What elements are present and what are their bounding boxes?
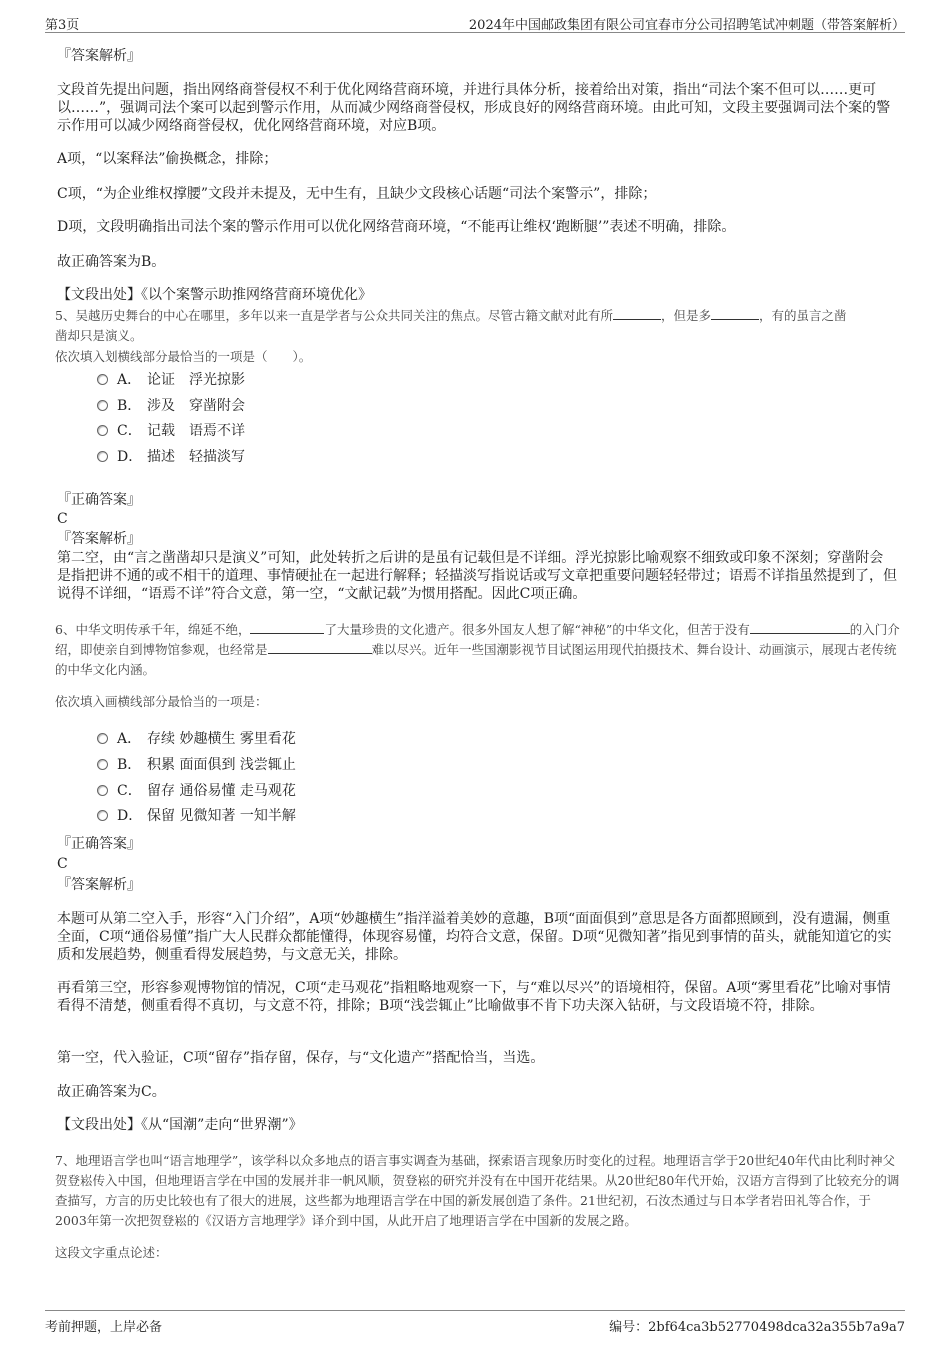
q6-source: 【文段出处】《从“国潮”走向“世界潮”》 bbox=[57, 1117, 303, 1133]
q4-conclusion: 故正确答案为B。 bbox=[57, 254, 166, 270]
q6-analysis-heading: 『答案解析』 bbox=[57, 877, 141, 893]
radio-icon[interactable] bbox=[97, 810, 108, 821]
page-number: 第3页 bbox=[45, 18, 80, 33]
q6-stem: 6、中华文明传承千年，绵延不绝， 了大量珍贵的文化遗产。很多外国友人想了解“神秘”的中华文化，但苦于没有 的入门介绍，即使亲自到博物馆参观，也经常是 难以尽兴。近年一些国潮影视节目试图运用现代拍摄技术、舞台设计、动画演示，展现古老传统的中华文化内涵。 bbox=[55, 622, 900, 677]
q5-option-a[interactable]: A． 论证 浮光掠影 bbox=[97, 370, 245, 390]
q6-conclusion: 故正确答案为C。 bbox=[57, 1084, 166, 1100]
q4-option-d-analysis: D项，文段明确指出司法个案的警示作用可以优化网络营商环境，“不能再让维权‘跑断腿’”表述不明确，排除。 bbox=[57, 219, 736, 235]
q6-analysis-para1: 本题可从第二空入手，形容“入门介绍”，A项“妙趣横生”指洋溢着美妙的意趣，B项“面面俱到”意思是各方面都照顾到，没有遗漏，侧重全面，C项“通俗易懂”指广大人民群众都能懂得，体现容易懂，均符合文意，保留。D项“见微知著”指见到事情的苗头，就能知道它的实质和发展趋势，侧重看得发展趋势，与文意无关，排除。 bbox=[57, 911, 892, 963]
document-title: 2024年中国邮政集团有限公司宜春市分公司招聘笔试冲刺题（带答案解析） bbox=[468, 18, 905, 33]
radio-icon[interactable] bbox=[97, 400, 108, 411]
footer-slogan: 考前押题，上岸必备 bbox=[45, 1320, 163, 1335]
q6-answer-heading: 『正确答案』 bbox=[57, 836, 141, 852]
q6-option-a[interactable]: A． 存续 妙趣横生 雾里看花 bbox=[97, 729, 296, 749]
blank-line bbox=[750, 621, 850, 634]
q4-analysis-para: 文段首先提出问题，指出网络商誉侵权不利于优化网络营商环境，并进行具体分析，接着给出对策，指出“司法个案不但可以……更可以……”，强调司法个案可以起到警示作用，从而减少网络商誉侵权，形成良好的网络营商环境。由此可知，文段主要强调司法个案的警示作用可以减少网络商誉侵权，优化网络营商环境，对应B项。 bbox=[57, 82, 891, 134]
radio-icon[interactable] bbox=[97, 759, 108, 770]
q6-option-c[interactable]: C． 留存 通俗易懂 走马观花 bbox=[97, 781, 296, 801]
q4-option-c-analysis: C项，“为企业维权撑腰”文段并未提及，无中生有，且缺少文段核心话题“司法个案警示”，排除； bbox=[57, 186, 657, 202]
radio-icon[interactable] bbox=[97, 374, 108, 385]
q5-option-c[interactable]: C． 记载 语焉不详 bbox=[97, 421, 245, 441]
q6-analysis-para2: 再看第三空，形容参观博物馆的情况，C项“走马观花”指粗略地观察一下，与“难以尽兴”的语境相符，保留。A项“雾里看花”比喻对事情看得不清楚，侧重看得不真切，与文意不符，排除；B项“浅尝辄止”比喻做事不肯下功夫深入钻研，与文段语境不符，排除。 bbox=[57, 980, 891, 1014]
radio-icon[interactable] bbox=[97, 451, 108, 462]
q5-option-b[interactable]: B． 涉及 穿凿附会 bbox=[97, 396, 245, 416]
blank-line bbox=[711, 307, 759, 320]
radio-icon[interactable] bbox=[97, 425, 108, 436]
blank-line bbox=[613, 307, 661, 320]
q6-analysis-para3: 第一空，代入验证，C项“留存”指存留，保存，与“文化遗产”搭配恰当，当选。 bbox=[57, 1050, 545, 1066]
radio-icon[interactable] bbox=[97, 733, 108, 744]
page-footer bbox=[45, 1310, 905, 1337]
q5-option-d[interactable]: D． 描述 轻描淡写 bbox=[97, 447, 245, 467]
q6-option-b[interactable]: B． 积累 面面俱到 浅尝辄止 bbox=[97, 755, 296, 775]
q4-source: 【文段出处】《以个案警示助推网络营商环境优化》 bbox=[57, 287, 372, 303]
blank-line bbox=[268, 641, 372, 654]
q5-stem: 5、吴越历史舞台的中心在哪里，多年以来一直是学者与公众共同关注的焦点。尽管古籍文献对此有所 ，但是多 ，有的虽言之凿 凿却只是演义。 bbox=[55, 308, 847, 343]
q6-answer: C bbox=[57, 856, 68, 872]
blank-line bbox=[250, 621, 324, 634]
q6-option-d[interactable]: D． 保留 见微知著 一知半解 bbox=[97, 806, 296, 826]
q5-instruction: 依次填入划横线部分最恰当的一项是（ ）。 bbox=[55, 349, 312, 364]
document-id: 编号：2bf64ca3b52770498dca32a355b7a9a7 bbox=[609, 1320, 905, 1335]
q4-option-a-analysis: A项，“以案释法”偷换概念，排除； bbox=[57, 151, 278, 167]
q5-analysis-heading: 『答案解析』 bbox=[57, 531, 141, 547]
q5-answer-heading: 『正确答案』 bbox=[57, 492, 141, 508]
q6-instruction: 依次填入画横线部分最恰当的一项是： bbox=[55, 694, 268, 709]
radio-icon[interactable] bbox=[97, 785, 108, 796]
q7-stem: 7、地理语言学也叫“语言地理学”，该学科以众多地点的语言事实调查为基础，探索语言现象历时变化的过程。地理语言学于20世纪40年代由比利时神父贺登崧传入中国，但地理语言学在中国的发展并非一帆风顺，贺登崧的研究并没有在中国开花结果。从20世纪80年代开始，汉语方言得到了比较充分的调查描写，方言的历史比较也有了很大的进展，这些都为地理语言学在中国的新发展创造了条件。21世纪初，石汝杰通过与日本学者岩田礼等合作，于2003年第一次把贺登崧的《汉语方言地理学》译介到中国，从此开启了地理语言学在中国新的发展之路。 bbox=[55, 1153, 900, 1228]
page-header bbox=[45, 10, 905, 33]
q4-analysis-heading: 『答案解析』 bbox=[57, 48, 141, 64]
q5-analysis: 第二空，由“言之凿凿却只是演义”可知，此处转折之后讲的是虽有记载但是不详细。浮光掠影比喻观察不细致或印象不深刻；穿凿附会是指把讲不通的或不相干的道理、事情硬扯在一起进行解释；轻描淡写指说话或写文章把重要问题轻轻带过；语焉不详指虽然提到了，但说得不详细，“语焉不详”符合文意，第一空，“文献记载”为惯用搭配。因此C项正确。 bbox=[57, 550, 897, 602]
q5-answer: C bbox=[57, 511, 68, 527]
q7-instruction: 这段文字重点论述： bbox=[55, 1245, 168, 1260]
